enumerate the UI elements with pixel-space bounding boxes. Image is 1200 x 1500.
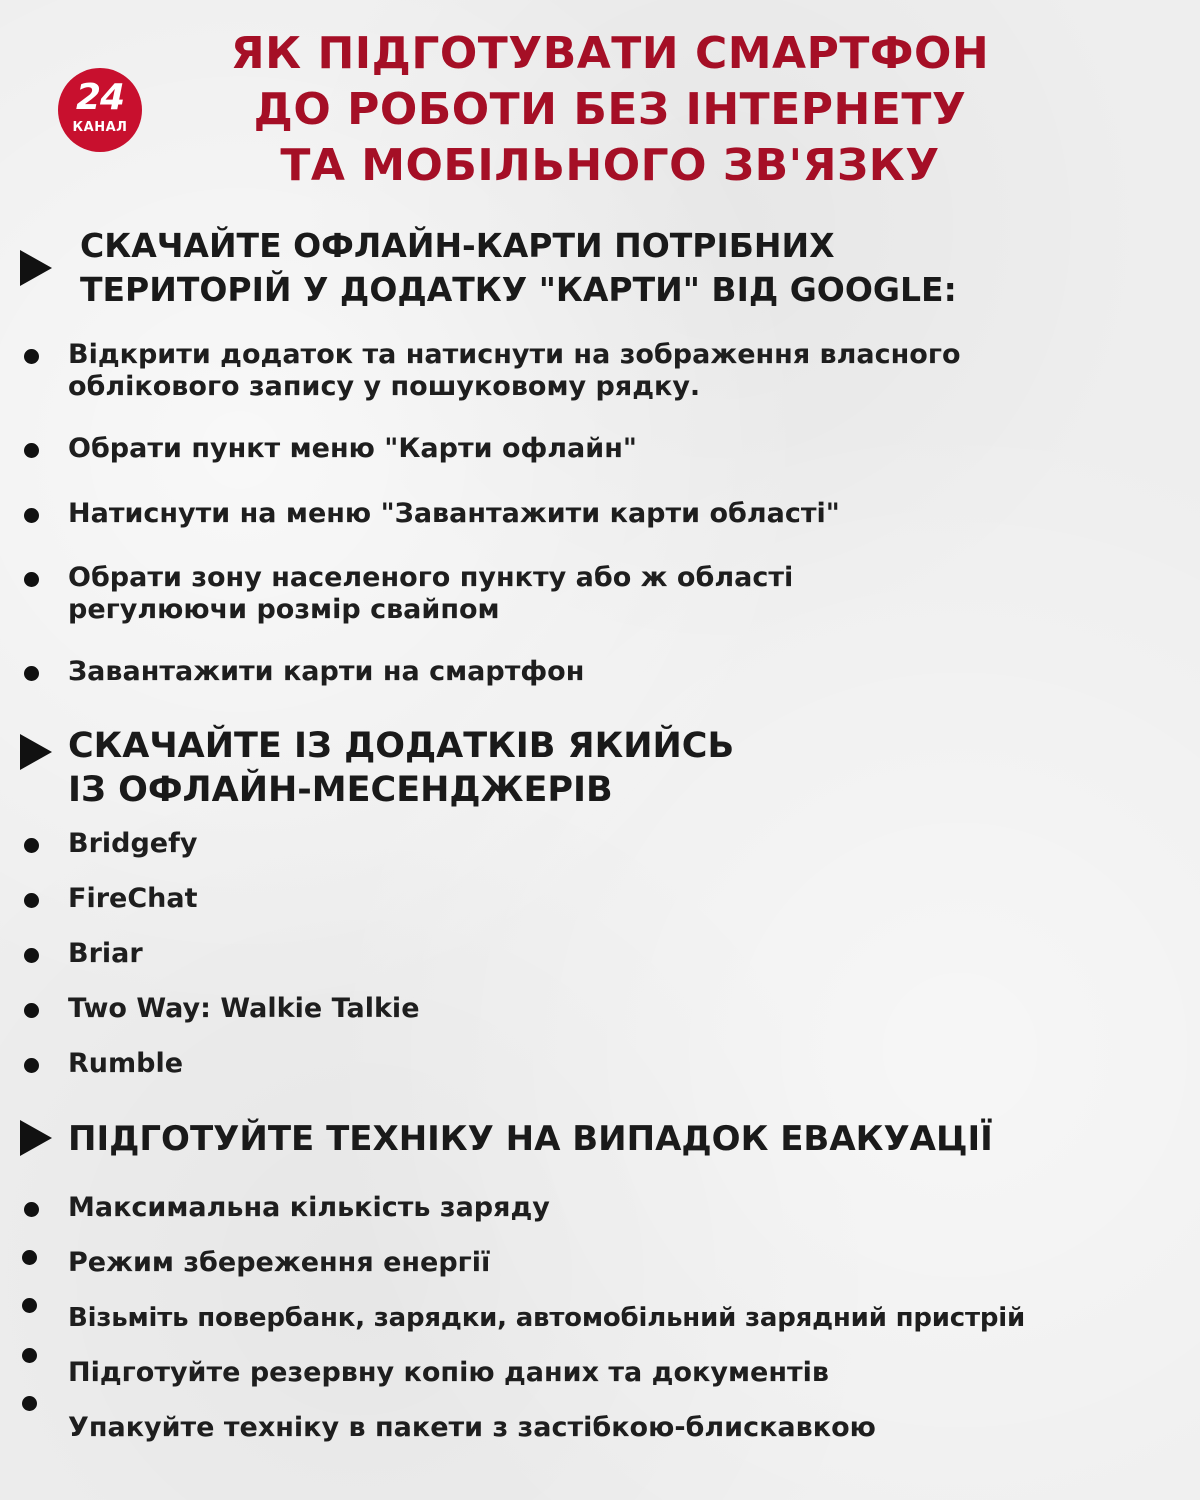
list-item-line: Обрати зону населеного пункту або ж області: [68, 562, 794, 593]
title-line: ТА МОБІЛЬНОГО ЗВ'ЯЗКУ: [280, 140, 940, 191]
logo-number: 24: [75, 77, 125, 118]
section-heading-line: ПІДГОТУЙТЕ ТЕХНІКУ НА ВИПАДОК ЕВАКУАЦІЇ: [68, 1119, 993, 1159]
section-heading-line: СКАЧАЙТЕ ОФЛАЙН-КАРТИ ПОТРІБНИХ: [80, 226, 835, 265]
list-item: [68, 1302, 1025, 1334]
list-item: [68, 339, 961, 403]
list-item: [68, 1247, 490, 1279]
list-item-line: FireChat: [68, 883, 198, 914]
list-item: [68, 1192, 550, 1224]
bullet-icon: [24, 1202, 39, 1217]
list-item-line: Упакуйте техніку в пакети з застібкою-блискавкою: [68, 1412, 876, 1443]
bullet-icon: [24, 1058, 39, 1073]
bullet-icon: [22, 1298, 37, 1313]
section-arrow-icon: [20, 1120, 52, 1156]
bullet-icon: [24, 349, 39, 364]
list-item-line: Rumble: [68, 1048, 184, 1079]
list-item-line: Briar: [68, 938, 143, 969]
bullet-icon: [24, 838, 39, 853]
bullet-icon: [24, 948, 39, 963]
list-item: [68, 562, 793, 626]
bullet-icon: [24, 1003, 39, 1018]
section-arrow-icon: [20, 250, 52, 286]
list-item: [68, 828, 197, 860]
channel-logo: [58, 68, 142, 152]
list-item-line: Натиснути на меню "Завантажити карти області": [68, 498, 840, 529]
section-heading-line: СКАЧАЙТЕ ІЗ ДОДАТКІВ ЯКИЙСЬ: [68, 726, 735, 766]
list-item: [68, 1357, 829, 1389]
list-item: [68, 1412, 876, 1444]
list-item: [68, 938, 143, 970]
list-item: [68, 1048, 183, 1080]
logo-word: КАНАЛ: [72, 120, 128, 135]
bullet-icon: [22, 1348, 37, 1363]
list-item-line: Підготуйте резервну копію даних та документів: [68, 1357, 829, 1388]
list-item-line: Відкрити додаток та натиснути на зображення власного: [68, 339, 961, 370]
section-heading: [80, 224, 957, 312]
section-heading-line: ІЗ ОФЛАЙН-МЕСЕНДЖЕРІВ: [68, 770, 613, 810]
bullet-icon: [24, 666, 39, 681]
list-item-line: Обрати пункт меню "Карти офлайн": [68, 433, 637, 464]
list-item: [68, 656, 584, 688]
list-item: [68, 993, 420, 1025]
bullet-icon: [24, 508, 39, 523]
list-item-line: Bridgefy: [68, 828, 198, 859]
title-line: ДО РОБОТИ БЕЗ ІНТЕРНЕТУ: [253, 84, 967, 135]
list-item-line: Візьміть повербанк, зарядки, автомобільний зарядний пристрій: [68, 1303, 1025, 1333]
bullet-icon: [24, 443, 39, 458]
list-item: [68, 883, 198, 915]
list-item-line: Максимальна кількість заряду: [68, 1192, 550, 1223]
list-item-line: облікового запису у пошуковому рядку.: [68, 371, 701, 402]
section-heading-line: ТЕРИТОРІЙ У ДОДАТКУ "КАРТИ" ВІД GOOGLE:: [80, 270, 957, 309]
list-item-line: Завантажити карти на смартфон: [68, 656, 585, 687]
list-item-line: Режим збереження енергії: [68, 1247, 491, 1278]
page-title: [150, 26, 1070, 194]
list-item-line: регулюючи розмір свайпом: [68, 594, 500, 625]
title-line: ЯК ПІДГОТУВАТИ СМАРТФОН: [230, 28, 990, 79]
list-item: [68, 498, 840, 530]
section-arrow-icon: [20, 734, 52, 770]
list-item-line: Two Way: Walkie Talkie: [68, 993, 420, 1024]
bullet-icon: [24, 893, 39, 908]
section-heading: [68, 1117, 993, 1161]
section-heading: [68, 724, 734, 812]
list-item: [68, 433, 637, 465]
bullet-icon: [22, 1396, 37, 1411]
bullet-icon: [24, 572, 39, 587]
bullet-icon: [22, 1250, 37, 1265]
